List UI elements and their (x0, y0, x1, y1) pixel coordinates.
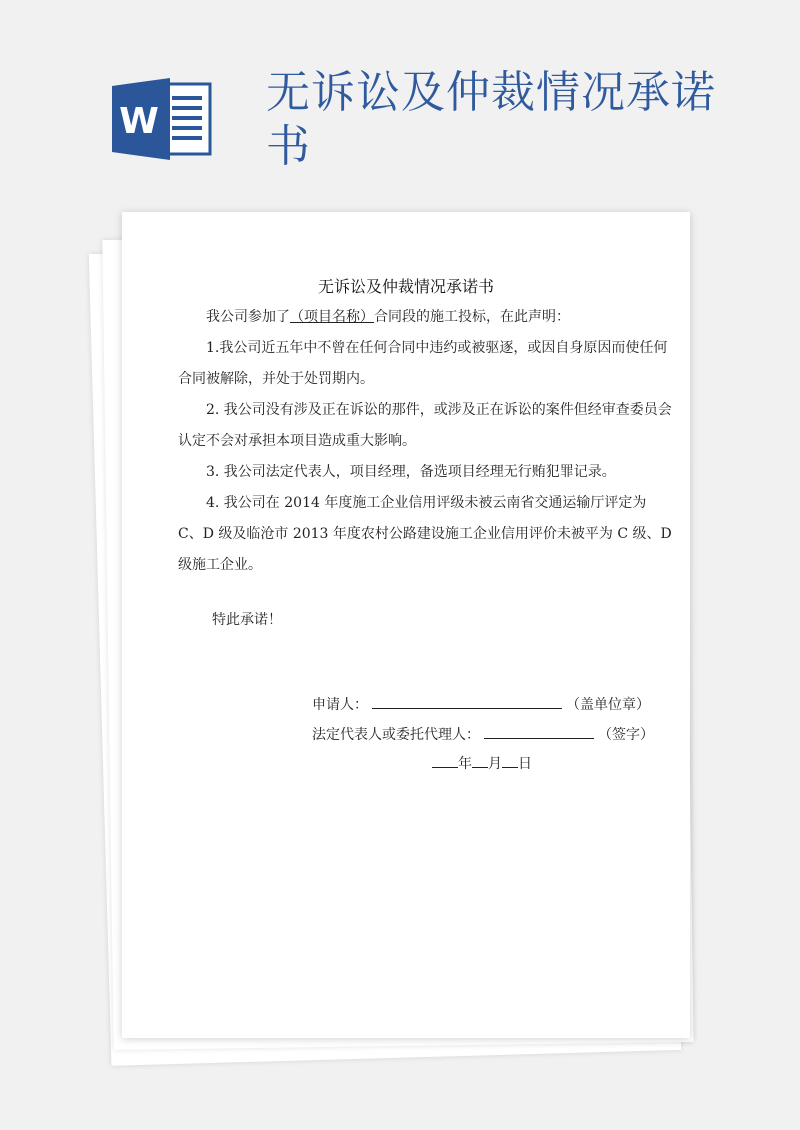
commitment-item-1: 1.我公司近五年中不曾在任何合同中违约或被驱逐，或因自身原因而使任何合同被解除，并处于处罚期内。 (178, 340, 668, 387)
representative-label: 法定代表人或委托代理人： (312, 727, 480, 743)
representative-note: （签字） (598, 727, 654, 743)
word-icon-letter: W (119, 101, 159, 142)
applicant-note: （盖单位章） (566, 697, 650, 713)
intro-after: 合同段的施工投标，在此声明： (374, 309, 570, 325)
banner-title: 无诉讼及仲裁情况承诺书 (266, 67, 716, 172)
document-page (122, 212, 690, 1038)
commitment-item-2: 2. 我公司没有涉及正在诉讼的那件，或涉及正在诉讼的案件但经审查委员会认定不会对承担本项目造成重大影响。 (178, 402, 672, 449)
year-label: 年 (458, 756, 472, 772)
word-document-icon (112, 78, 212, 160)
representative-blank (484, 724, 594, 739)
date-line (432, 753, 532, 773)
commitment-item-4: 4. 我公司在 2014 年度施工企业信用评级未被云南省交通运输厅评定为 C、D 级及临沧市 2013 年度农村公路建设施工企业信用评价未被平为 C 级、D 级施工企业。 (178, 495, 672, 573)
month-label: 月 (488, 756, 502, 772)
intro-before: 我公司参加了 (206, 309, 290, 325)
document-title: 无诉讼及仲裁情况承诺书 (317, 277, 494, 296)
applicant-line (312, 694, 650, 714)
intro-paragraph (178, 302, 672, 333)
month-blank (472, 753, 488, 768)
day-blank (502, 753, 518, 768)
commitment-item-3: 3. 我公司法定代表人，项目经理，备选项目经理无行贿犯罪记录。 (206, 464, 616, 480)
day-label: 日 (518, 756, 532, 772)
year-blank (432, 753, 458, 768)
closing-statement: 特此承诺！ (212, 612, 282, 628)
applicant-label: 申请人： (312, 697, 368, 713)
project-name-placeholder: （项目名称） (290, 309, 374, 325)
applicant-blank (372, 694, 562, 709)
representative-line (312, 724, 654, 744)
